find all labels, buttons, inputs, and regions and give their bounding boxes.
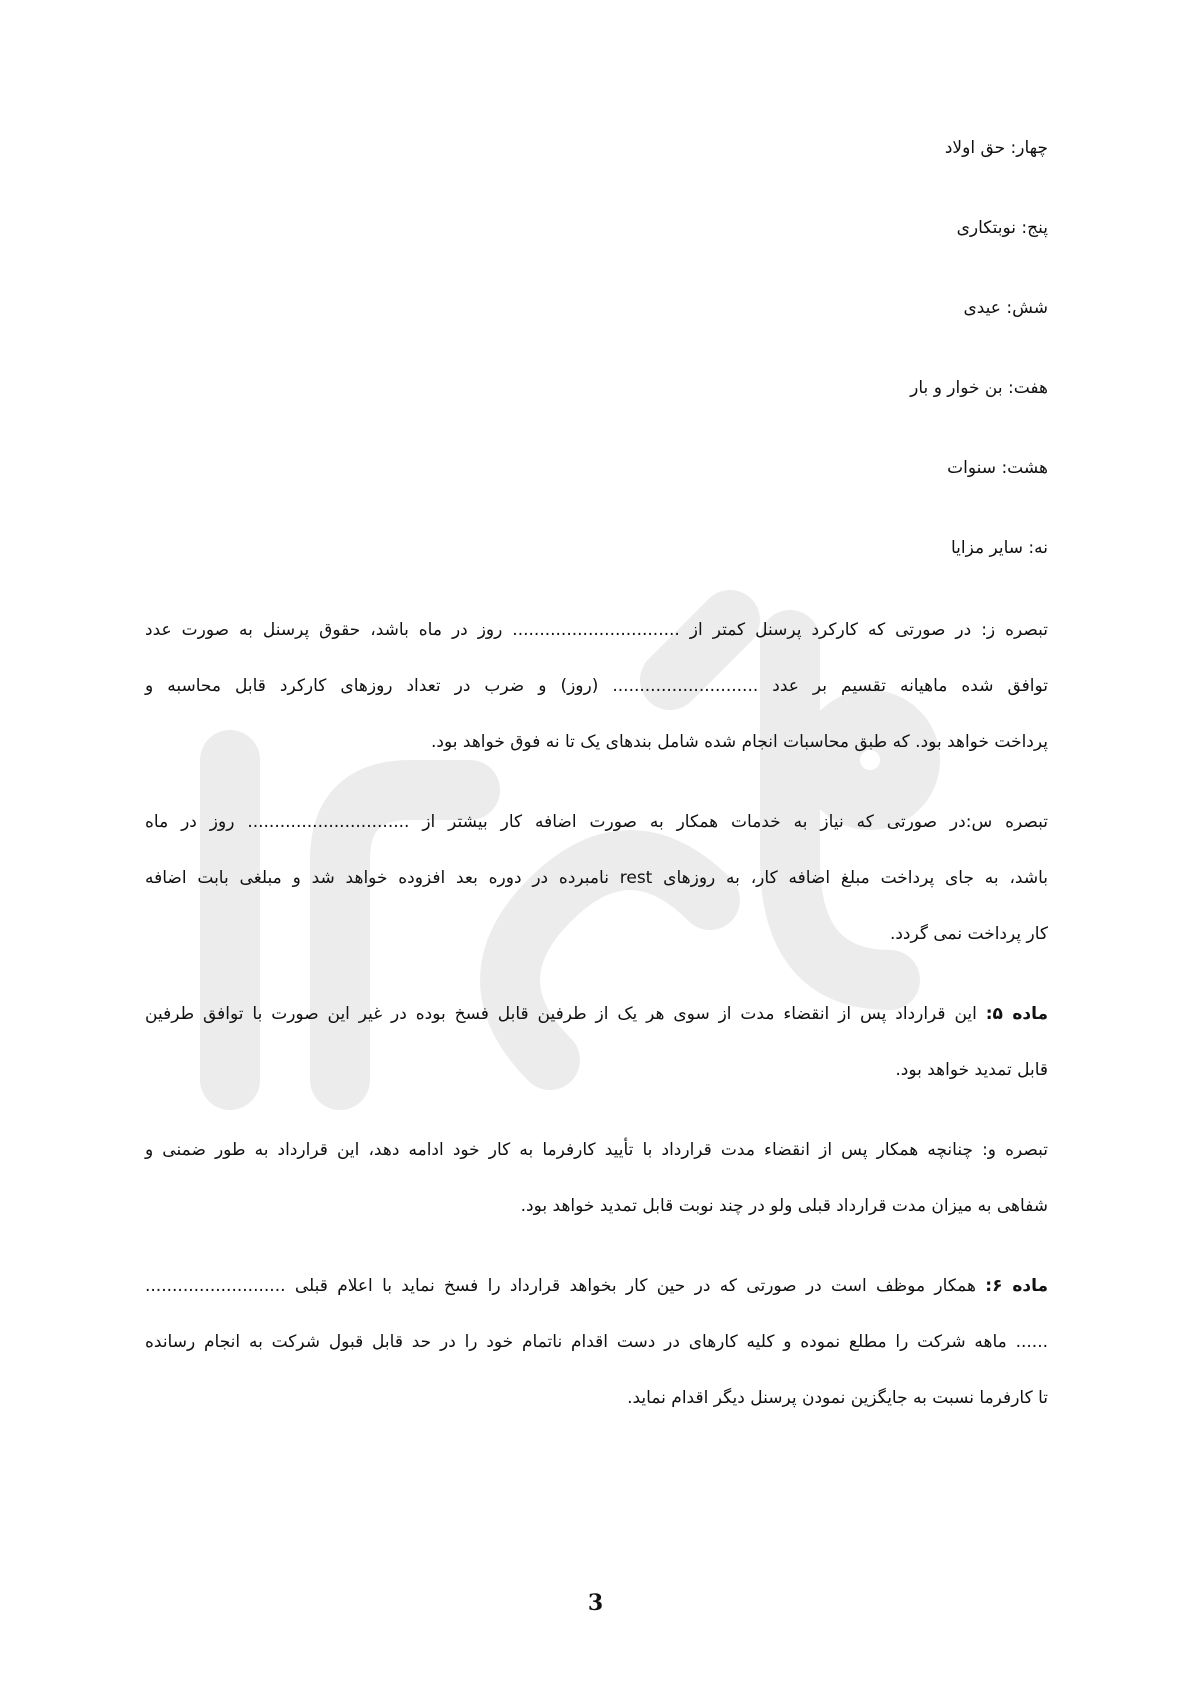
list-item: شش: عیدی — [963, 298, 1048, 318]
paragraph-line: تا کارفرما نسبت به جایگزین نمودن پرسنل دیگر اقدام نماید. — [627, 1388, 1048, 1408]
article-text: همکار موظف است در صورتی که در حین کار بخواهد قرارداد را فسخ نماید با اعلام قبلی .......................... — [145, 1276, 976, 1296]
paragraph-line: کار پرداخت نمی گردد. — [889, 924, 1048, 944]
paragraph-line: قابل تمدید خواهد بود. — [895, 1060, 1048, 1080]
article-label: ماده ۶: — [985, 1276, 1048, 1296]
paragraph-line: پرداخت خواهد بود. که طبق محاسبات انجام شده شامل بندهای یک تا نه فوق خواهد بود. — [431, 732, 1048, 752]
paragraph-line: ...... ماهه شرکت را مطلع نموده و کلیه کارهای در دست اقدام ناتمام خود را در حد قابل قبول شرکت به انجام رسانده — [145, 1332, 1048, 1352]
list-item: نه: سایر مزایا — [950, 538, 1048, 558]
paragraph-line: تبصره س:در صورتی که نیاز به خدمات همکار به صورت اضافه کار بیشتر از .............................. روز در ماه — [145, 812, 1048, 832]
paragraph-line: تبصره ز: در صورتی که کارکرد پرسنل کمتر از ............................... روز در ماه باشد، حقوق پرسنل به صورت عدد — [145, 620, 1048, 640]
paragraph-line: باشد، به جای پرداخت مبلغ اضافه کار، به روزهای rest نامبرده در دوره بعد افزوده خواهد شد و مبلغی بابت اضافه — [145, 868, 1049, 888]
list-item: چهار: حق اولاد — [944, 138, 1048, 158]
list-item: هفت: بن خوار و بار — [910, 378, 1048, 398]
paragraph-line: توافق شده ماهیانه تقسیم بر عدد ........................... (روز) و ضرب در تعداد روزهای کارکرد قابل محاسبه و — [145, 676, 1048, 696]
paragraph-line: شفاهی به میزان مدت قرارداد قبلی ولو در چند نوبت قابل تمدید خواهد بود. — [520, 1196, 1048, 1216]
document-body — [145, 0, 1048, 1684]
paragraph-line — [145, 1004, 1048, 1024]
list-item: پنج: نوبتکاری — [956, 218, 1048, 238]
article-text: این قرارداد پس از انقضاء مدت از سوی هر یک از طرفین قابل فسخ بوده در غیر این صورت با توافق طرفین — [145, 1004, 977, 1024]
paragraph-line: تبصره و: چنانچه همکار پس از انقضاء مدت قرارداد با تأیید کارفرما به کار خود ادامه دهد، این قرارداد به طور ضمنی و — [145, 1140, 1048, 1160]
paragraph-line — [145, 1276, 1048, 1296]
list-item: هشت: سنوات — [947, 458, 1048, 478]
article-label: ماده ۵: — [985, 1004, 1048, 1024]
page-number: 3 — [587, 1590, 604, 1616]
